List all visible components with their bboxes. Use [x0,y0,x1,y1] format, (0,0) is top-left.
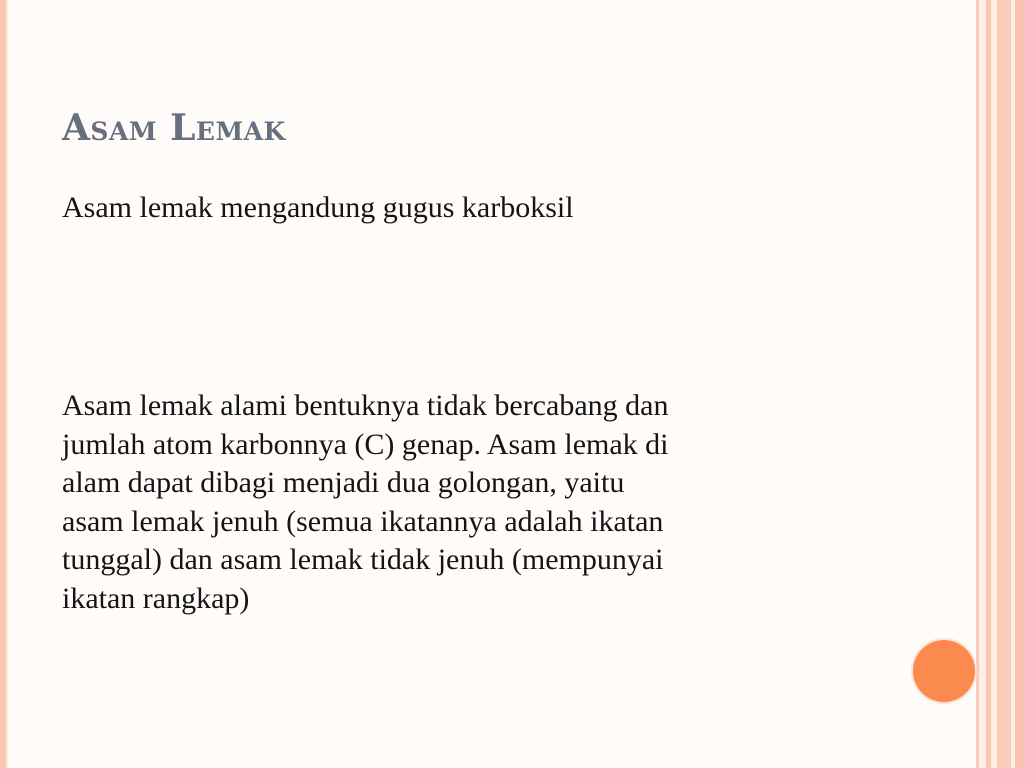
slide-title: Asam Lemak [62,107,286,149]
body-paragraph-1: Asam lemak mengandung gugus karboksil [62,191,574,224]
accent-circle-decoration [913,640,975,702]
paragraph-2-line: asam lemak jenuh (semua ikatannya adalah ikatan [62,504,664,538]
right-stripe [1015,0,1024,768]
paragraph-2-line: Asam lemak alami bentuknya tidak bercabang dan [62,389,669,422]
left-border-highlight [6,0,8,768]
body-paragraph-2 [62,387,902,618]
paragraph-2-line: jumlah atom karbonnya (C) genap. Asam lemak di [62,427,669,461]
paragraph-2-line: alam dapat dibagi menjadi dua golongan, yaitu [62,466,625,499]
right-stripe-gap [979,0,986,768]
paragraph-2-line: tunggal) dan asam lemak tidak jenuh (mempunyai [62,543,664,576]
right-stripe [997,0,1011,768]
paragraph-2-line: ikatan rangkap) [62,581,250,615]
